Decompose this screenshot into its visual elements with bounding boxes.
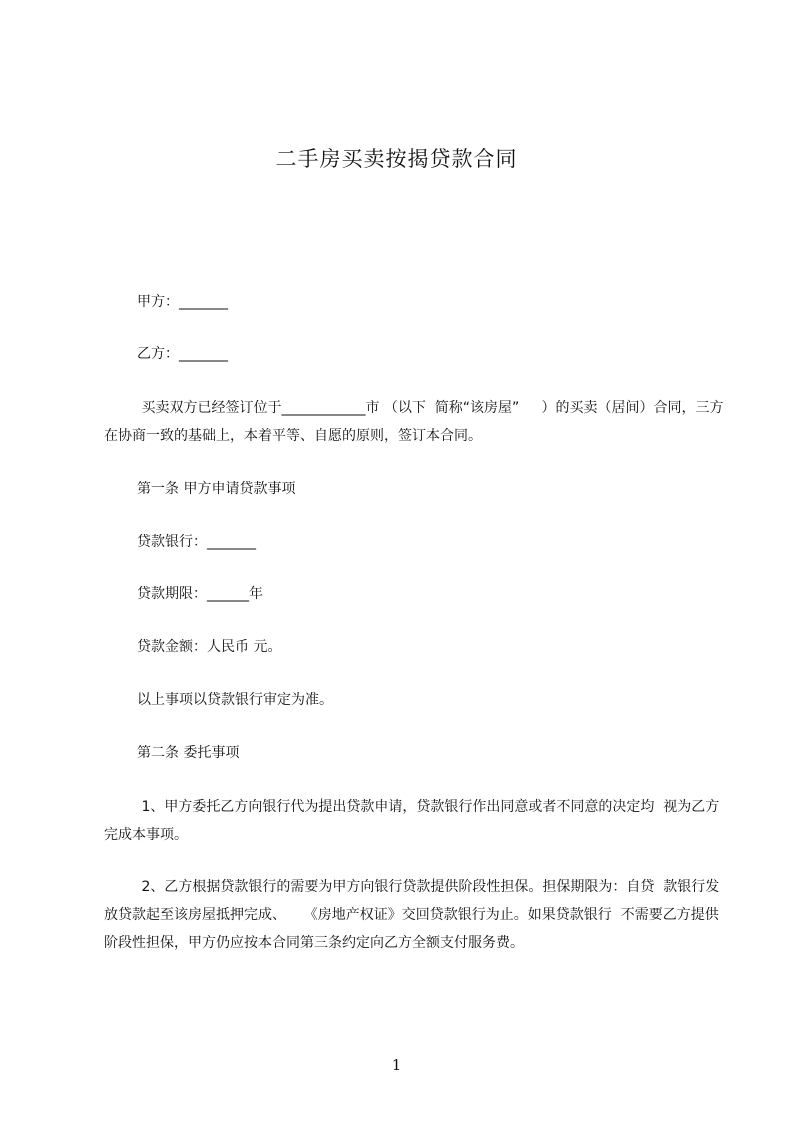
clause-1-paragraph: 1、甲方委托乙方向银行代为提出贷款申请，贷款银行作出同意或者不同意的决定均 视为乙方完成本事项。 — [104, 799, 720, 843]
loan-amount-line: 贷款金额：人民币 元。 — [137, 639, 282, 655]
intro-paragraph: 买卖双方已经签订位于____________市 （以下 简称“该房屋” ）的买卖（居间）合同，三方在协商一致的基础上，本着平等、自愿的原则，签订本合同。 — [104, 400, 724, 444]
article-2-heading: 第二条 委托事项 — [137, 745, 240, 761]
document-title: 二手房买卖按揭贷款合同 — [275, 147, 518, 171]
article-1-heading: 第一条 甲方申请贷款事项 — [137, 481, 296, 497]
page-number: 1 — [391, 1056, 402, 1074]
party-a-line: 甲方：_______ — [137, 294, 228, 310]
article-1-note: 以上事项以贷款银行审定为准。 — [137, 692, 333, 708]
loan-term-line: 贷款期限：______年 — [137, 586, 263, 602]
party-b-line: 乙方：_______ — [137, 346, 228, 362]
clause-2-paragraph: 2、乙方根据贷款银行的需要为甲方向银行贷款提供阶段性担保。担保期限为：自贷 款银行发放贷款起至该房屋抵押完成、 《房地产权证》交回贷款银行为止。如果贷款银行 不需要乙方提供阶段性担保，甲方仍应按本合同第三条约定向乙方全额支付服务费。 — [104, 879, 720, 951]
loan-bank-line: 贷款银行：_______ — [137, 534, 256, 550]
